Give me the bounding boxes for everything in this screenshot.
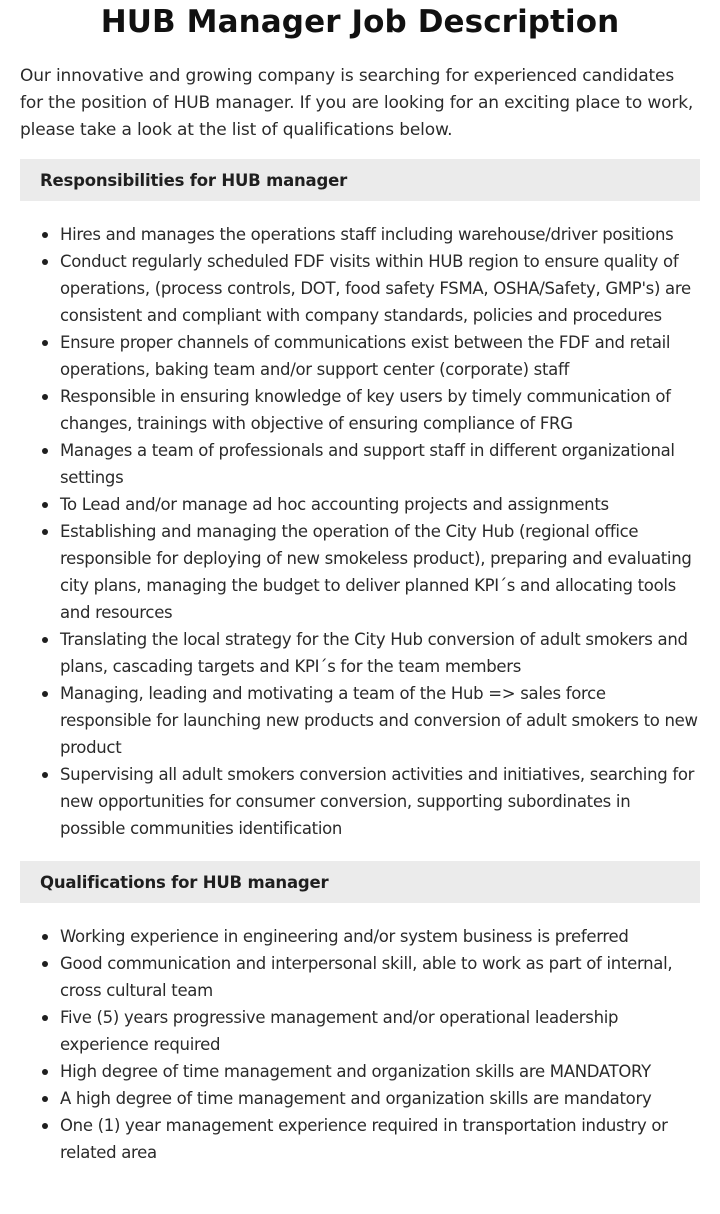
list-item: Managing, leading and motivating a team of the Hub => sales force responsible for launching new products and conversion of adult smokers to new product	[60, 680, 700, 761]
list-item: One (1) year management experience required in transportation industry or related area	[60, 1112, 700, 1166]
list-item: Five (5) years progressive management and/or operational leadership experience required	[60, 1004, 700, 1058]
responsibilities-heading	[20, 159, 700, 201]
responsibilities-heading-label: Responsibilities for HUB manager	[40, 170, 348, 190]
list-item: Translating the local strategy for the City Hub conversion of adult smokers and plans, cascading targets and KPI´s for the team members	[60, 626, 700, 680]
page-title: HUB Manager Job Description	[100, 4, 620, 40]
list-item: Conduct regularly scheduled FDF visits within HUB region to ensure quality of operations, (process controls, DOT, food safety FSMA, OSHA/Safety, GMP's) are consistent and compliant with company standards, policies and procedures	[60, 248, 700, 329]
qualifications-heading	[20, 861, 700, 903]
qualifications-heading-label: Qualifications for HUB manager	[40, 872, 329, 892]
list-item: A high degree of time management and organization skills are mandatory	[60, 1085, 700, 1112]
qualifications-list	[20, 923, 700, 1166]
list-item: Manages a team of professionals and support staff in different organizational settings	[60, 437, 700, 491]
list-item: Good communication and interpersonal skill, able to work as part of internal, cross cultural team	[60, 950, 700, 1004]
list-item: Supervising all adult smokers conversion activities and initiatives, searching for new opportunities for consumer conversion, supporting subordinates in possible communities identification	[60, 761, 700, 842]
list-item: Establishing and managing the operation of the City Hub (regional office responsible for deploying of new smokeless product), preparing and evaluating city plans, managing the budget to deliver planned KPI´s and allocating tools and resources	[60, 518, 700, 626]
list-item: Responsible in ensuring knowledge of key users by timely communication of changes, trainings with objective of ensuring compliance of FRG	[60, 383, 700, 437]
list-item: High degree of time management and organization skills are MANDATORY	[60, 1058, 700, 1085]
responsibilities-list	[20, 221, 700, 842]
list-item: Ensure proper channels of communications exist between the FDF and retail operations, baking team and/or support center (corporate) staff	[60, 329, 700, 383]
list-item: Hires and manages the operations staff including warehouse/driver positions	[60, 221, 700, 248]
intro-paragraph: Our innovative and growing company is searching for experienced candidates for the position of HUB manager. If you are looking for an exciting place to work, please take a look at the list of qualifications below.	[20, 66, 694, 140]
list-item: Working experience in engineering and/or system business is preferred	[60, 923, 700, 950]
list-item: To Lead and/or manage ad hoc accounting projects and assignments	[60, 491, 700, 518]
